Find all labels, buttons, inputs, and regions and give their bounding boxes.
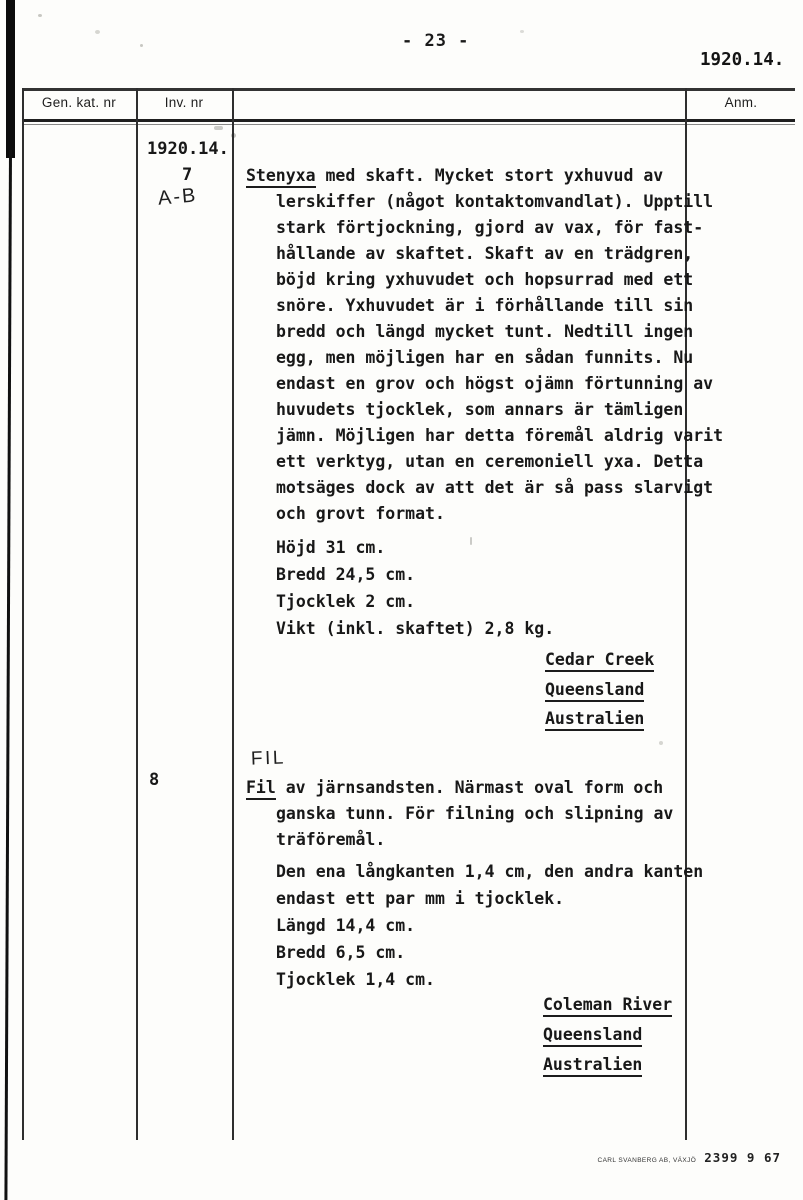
typewritten-line: hållande av skaftet. Skaft av en trädgren,: [276, 244, 694, 263]
column-header-gen-kat-nr: Gen. kat. nr: [41, 95, 117, 110]
scan-speck: [659, 741, 663, 745]
entry-2-object-name: Fil: [246, 778, 276, 800]
measurement-thickness: Tjocklek 2 cm.: [276, 592, 416, 611]
typewritten-line: huvudets tjocklek, som annars är tämligen: [276, 400, 684, 419]
provenance-line: Australien: [545, 704, 654, 734]
typewritten-line: [246, 163, 723, 189]
printer-code: 2399 9 67: [704, 1150, 781, 1165]
entry-2-description: [246, 775, 673, 853]
entry-1-object-name: Stenyxa: [246, 166, 316, 188]
page-number: - 23 -: [402, 31, 470, 51]
typewritten-line: jämn. Möjligen har detta föremål aldrig varit: [276, 426, 724, 445]
entry-1-description: [246, 163, 723, 527]
entry-1-measurements: [276, 534, 554, 642]
scan-speck: [214, 126, 223, 130]
typewritten-text: med skaft. Mycket stort yxhuvud av: [315, 166, 664, 185]
table-left-border: [22, 88, 24, 1140]
typewritten-line: ganska tunn. För filning och slipning av: [276, 804, 674, 823]
scan-edge-line: [4, 150, 12, 1200]
entry-1-provenance: [545, 645, 654, 734]
typewritten-line: böjd kring yxhuvudet och hopsurrad med ett: [276, 270, 694, 289]
scan-speck: [95, 30, 100, 34]
provenance-line: Cedar Creek: [545, 645, 654, 675]
printer-name: CARL SVANBERG AB, VÄXJÖ: [597, 1157, 697, 1164]
typewritten-line: ett verktyg, utan en ceremoniell yxa. Detta: [276, 452, 704, 471]
typewritten-line: och grovt format.: [276, 504, 445, 523]
printer-imprint: [597, 1150, 781, 1165]
typewritten-line: stark förtjockning, gjord av vax, för fast-: [276, 218, 704, 237]
measurement-length: Längd 14,4 cm.: [276, 916, 416, 935]
scan-speck: [38, 14, 42, 17]
measurement-height: Höjd 31 cm.: [276, 538, 386, 557]
provenance-line: Queensland: [545, 675, 654, 705]
provenance-line: Queensland: [543, 1020, 672, 1050]
measurement-weight: Vikt (inkl. skaftet) 2,8 kg.: [276, 619, 555, 638]
entry-1-handwritten-annotation: A-B: [157, 184, 199, 210]
typewritten-line: egg, men möjligen har en sådan funnits. Nu: [276, 348, 694, 367]
typewritten-line: Den ena långkanten 1,4 cm, den andra kanten: [276, 862, 704, 881]
typewritten-line: endast en grov och högst ojämn förtunning av: [276, 374, 714, 393]
provenance-line: Australien: [543, 1050, 672, 1080]
scan-edge-bar: [6, 0, 15, 158]
measurement-width: Bredd 24,5 cm.: [276, 565, 416, 584]
entry-1-inventory-group: 1920.14.: [147, 139, 229, 159]
entry-2-provenance: [543, 990, 672, 1080]
entry-2-handwritten-annotation: FIL: [250, 747, 287, 770]
entry-2-inventory-number: 8: [149, 770, 160, 790]
typewritten-line: endast ett par mm i tjocklek.: [276, 889, 565, 908]
typewritten-line: motsäges dock av att det är så pass slarvigt: [276, 478, 714, 497]
measurement-thickness: Tjocklek 1,4 cm.: [276, 970, 435, 989]
typewritten-line: snöre. Yxhuvudet är i förhållande till sin: [276, 296, 694, 315]
scan-speck: [520, 30, 524, 33]
column-header-inv-nr: Inv. nr: [164, 95, 204, 110]
typewritten-line: [246, 775, 673, 801]
typewritten-line: lerskiffer (något kontaktomvandlat). Upptill: [276, 192, 714, 211]
measurement-width: Bredd 6,5 cm.: [276, 943, 406, 962]
column-divider-inv-nr: [232, 88, 234, 1140]
provenance-line: Coleman River: [543, 990, 672, 1020]
catalog-ref-number: 1920.14.: [700, 50, 785, 70]
entry-2-measurements: [276, 858, 703, 993]
column-divider-gen-kat: [136, 88, 138, 1140]
scan-speck: [140, 44, 143, 47]
typewritten-line: bredd och längd mycket tunt. Nedtill ingen: [276, 322, 694, 341]
typewritten-line: träföremål.: [276, 830, 386, 849]
entry-1-inventory-number: 7: [182, 165, 193, 185]
typewritten-text: av järnsandsten. Närmast oval form och: [275, 778, 664, 797]
column-header-anm: Anm.: [724, 95, 758, 110]
